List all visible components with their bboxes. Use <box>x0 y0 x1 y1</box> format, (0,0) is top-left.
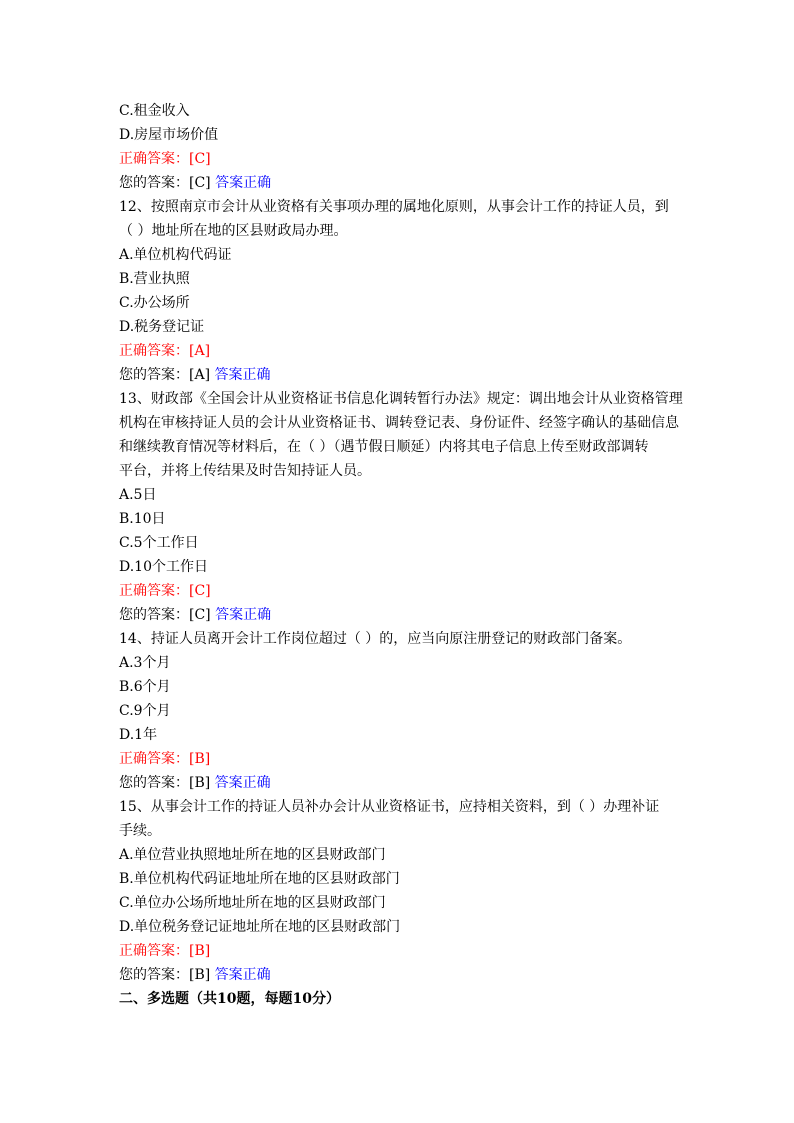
correct-answer-value: [B] <box>189 751 211 767</box>
correct-answer-value: [C] <box>189 583 211 599</box>
your-answer-value: [A] <box>189 367 211 383</box>
q13-stem-line-4: 平台，并将上传结果及时告知持证人员。 <box>119 463 371 479</box>
section-2-title: 二、多选题（共10题，每题10分） <box>119 991 340 1007</box>
q15-option-d: D.单位税务登记证地址所在地的区县财政部门 <box>119 919 401 935</box>
q11-option-c: C.租金收入 <box>119 103 190 119</box>
your-answer-label: 您的答案： <box>119 775 189 791</box>
q14-option-c: C.9个月 <box>119 703 171 719</box>
answer-status: 答案正确 <box>214 775 271 791</box>
your-answer-label: 您的答案： <box>119 367 189 383</box>
correct-answer-label: 正确答案： <box>119 343 189 359</box>
q12-option-b: B.营业执照 <box>119 271 190 287</box>
q15-option-a: A.单位营业执照地址所在地的区县财政部门 <box>119 847 386 863</box>
q12-stem-line-1: 12、按照南京市会计从业资格有关事项办理的属地化原则，从事会计工作的持证人员，到 <box>119 199 669 215</box>
q14-your-answer <box>119 771 679 795</box>
q13-option-a: A.5日 <box>119 487 157 503</box>
q12-option-d: D.税务登记证 <box>119 319 205 335</box>
correct-answer-label: 正确答案： <box>119 151 189 167</box>
correct-answer-label: 正确答案： <box>119 583 189 599</box>
answer-status: 答案正确 <box>214 967 271 983</box>
correct-answer-value: [C] <box>189 151 211 167</box>
your-answer-label: 您的答案： <box>119 607 189 623</box>
q15-option-c: C.单位办公场所地址所在地的区县财政部门 <box>119 895 386 911</box>
q11-option-d: D.房屋市场价值 <box>119 127 219 143</box>
answer-status: 答案正确 <box>215 607 272 623</box>
q11-correct-answer <box>119 147 679 171</box>
q15-stem-line-2: 手续。 <box>119 823 161 839</box>
q12-your-answer <box>119 363 679 387</box>
document-page <box>119 99 683 1011</box>
q12-stem-line-2: （ ）地址所在地的区县财政局办理。 <box>119 223 348 239</box>
q12-option-c: C.办公场所 <box>119 295 190 311</box>
q13-stem-line-1: 13、财政部《全国会计从业资格证书信息化调转暂行办法》规定：调出地会计从业资格管理 <box>119 391 683 407</box>
q13-stem-line-3: 和继续教育情况等材料后，在（ ）（遇节假日顺延）内将其电子信息上传至财政部调转 <box>119 439 649 455</box>
q12-correct-answer <box>119 339 679 363</box>
q14-correct-answer <box>119 747 679 771</box>
q13-correct-answer <box>119 579 679 603</box>
q12-option-a: A.单位机构代码证 <box>119 247 232 263</box>
q14-option-d: D.1年 <box>119 727 158 743</box>
q13-stem-line-2: 机构在审核持证人员的会计从业资格证书、调转登记表、身份证件、经签字确认的基础信息 <box>119 415 679 431</box>
your-answer-value: [C] <box>189 175 211 191</box>
your-answer-value: [B] <box>189 967 211 983</box>
q15-option-b: B.单位机构代码证地址所在地的区县财政部门 <box>119 871 400 887</box>
correct-answer-value: [A] <box>189 343 211 359</box>
q14-option-a: A.3个月 <box>119 655 171 671</box>
q11-your-answer <box>119 171 679 195</box>
your-answer-value: [C] <box>189 607 211 623</box>
q15-correct-answer <box>119 939 679 963</box>
answer-status: 答案正确 <box>215 175 272 191</box>
correct-answer-label: 正确答案： <box>119 943 189 959</box>
q13-option-d: D.10个工作日 <box>119 559 208 575</box>
q15-your-answer <box>119 963 679 987</box>
q13-your-answer <box>119 603 679 627</box>
correct-answer-value: [B] <box>189 943 211 959</box>
q14-stem-line-1: 14、持证人员离开会计工作岗位超过（ ）的，应当向原注册登记的财政部门备案。 <box>119 631 632 647</box>
your-answer-label: 您的答案： <box>119 967 189 983</box>
your-answer-value: [B] <box>189 775 211 791</box>
your-answer-label: 您的答案： <box>119 175 189 191</box>
answer-status: 答案正确 <box>214 367 271 383</box>
correct-answer-label: 正确答案： <box>119 751 189 767</box>
q13-option-c: C.5个工作日 <box>119 535 199 551</box>
q14-option-b: B.6个月 <box>119 679 171 695</box>
q13-option-b: B.10日 <box>119 511 166 527</box>
q15-stem-line-1: 15、从事会计工作的持证人员补办会计从业资格证书，应持相关资料，到（ ）办理补证 <box>119 799 660 815</box>
